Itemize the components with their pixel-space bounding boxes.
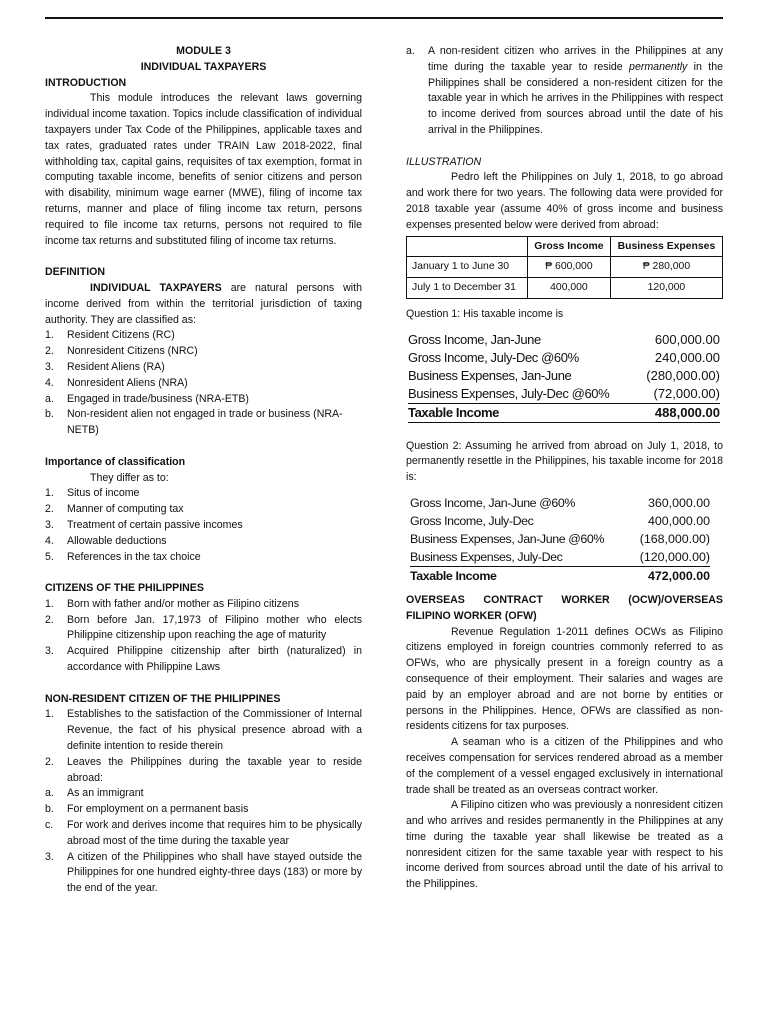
list-item: 4. Allowable deductions xyxy=(45,534,167,547)
calc-row: Business Expenses, Jan-June @60% (168,000.00) xyxy=(410,531,710,546)
calc-row: Gross Income, Jan-June @60% 360,000.00 xyxy=(410,495,710,510)
question1-text: Question 1: His taxable income is xyxy=(406,307,564,320)
right-column xyxy=(406,44,723,893)
table-row: January 1 to June 30 ₱ 600,000 ₱ 280,000 xyxy=(407,257,723,278)
illustration-body: Pedro left the Philippines on July 1, 2018, to go abroad and work there for two years. The following data were provided for 2018 taxable year (assume 40% of gross income and business expenses presented below were derived from abroad: xyxy=(406,171,723,231)
module-title: MODULE 3 xyxy=(176,45,231,57)
question1-computation xyxy=(408,331,720,423)
list-item: 1. Establishes to the satisfaction of the Commissioner of Internal Revenue, the fact of his physical presence abroad with a definite intention to reside therein xyxy=(45,708,362,753)
introduction-body: This module introduces the relevant laws governing individual income taxation. Topics include classification of individual taxpayers under Tax Code of the Philippines, applicable taxes and tax rates, graduated rates under TRAIN Law 2018-2022, final withholding tax, capital gains, requisites of tax exemption, format in computing taxable income, benefits of senior citizens and person with disability, minimum wage earner (MWE), filing of income tax returns, manner and place of filing income tax return, persons required to file income tax returns, persons not required to file income tax returns and substituted filing of income tax returns. xyxy=(45,92,362,247)
list-item: 3. Resident Aliens (RA) xyxy=(45,360,165,373)
list-item: 1. Born with father and/or mother as Filipino citizens xyxy=(45,597,299,610)
list-item: b. Non-resident alien not engaged in trade or business (NRA-NETB) xyxy=(45,408,343,437)
table-header-row: Gross Income Business Expenses xyxy=(407,236,723,257)
list-item: 2. Born before Jan. 17,1973 of Filipino mother who elects Philippine citizenship upon reaching the age of maturity xyxy=(45,613,362,642)
list-item: 3. A citizen of the Philippines who shall have stayed outside the Philippines for one hundred eighty-three days (183) or more by the end of the year. xyxy=(45,850,362,895)
list-item: c. For work and derives income that requires him to be physically abroad most of the time during the taxable year xyxy=(45,819,362,847)
calc-row: Gross Income, July-Dec 400,000.00 xyxy=(410,513,710,528)
citizens-heading: CITIZENS OF THE PHILIPPINES xyxy=(45,582,204,595)
ocw-paragraph-1: Revenue Regulation 1-2011 defines OCWs as Filipino citizens employed in foreign countries commonly referred to as OFWs, who are physically present in a foreign country as a consequence of their employment. Their salaries and wages are paid by an employer abroad and are not borne by entities or persons in the Philippines. Hence, OFWs are classified as non-residents citizens for tax purposes. xyxy=(406,625,723,733)
list-item: 5. References in the tax choice xyxy=(45,550,201,563)
definition-heading: DEFINITION xyxy=(45,266,106,279)
list-item: a. As an immigrant xyxy=(45,787,144,800)
module-subtitle: INDIVIDUAL TAXPAYERS xyxy=(140,60,267,73)
citizens-list xyxy=(45,597,362,676)
returning-nrc-list xyxy=(406,44,723,139)
ocw-heading: OVERSEAS CONTRACT WORKER (OCW)/OVERSEAS FILIPINO WORKER (OFW) xyxy=(406,593,723,622)
ocw-paragraph-2: A seaman who is a citizen of the Philippines and who receives compensation for services rendered abroad as a member of the complement of a vessel engaged exclusively in international trade shall be treated as an overseas contract worker. xyxy=(406,736,723,796)
definition-body xyxy=(45,281,362,328)
ocw-paragraph-3: A Filipino citizen who was previously a nonresident citizen and who arrives and resides permanently in the Philippines at any time during the taxable year shall likewise be treated as a nonresident citizen for the same taxable year with respect to his income derived from sources abroad until the date of his arrival to the Philippines. xyxy=(406,799,723,891)
top-rule xyxy=(45,17,723,19)
income-table xyxy=(406,236,723,299)
list-item: a. Engaged in trade/business (NRA-ETB) xyxy=(45,392,249,405)
classification-list xyxy=(45,328,362,439)
calc-total-row: Taxable Income 488,000.00 xyxy=(408,404,720,423)
calc-row: Gross Income, Jan-June 600,000.00 xyxy=(408,331,720,347)
list-item: 1. Situs of income xyxy=(45,487,140,500)
nrc-heading: NON-RESIDENT CITIZEN OF THE PHILIPPINES xyxy=(45,692,281,705)
nrc-list xyxy=(45,707,362,897)
importance-intro: They differ as to: xyxy=(90,471,169,484)
calc-row: Business Expenses, July-Dec @60% (72,000.00) xyxy=(408,385,720,404)
table-row: July 1 to December 31 400,000 120,000 xyxy=(407,278,723,299)
importance-list xyxy=(45,486,362,565)
list-item: a. A non-resident citizen who arrives in the Philippines at any time during the taxable year to reside permanently in the Philippines shall be considered a non-resident citizen for the taxable year in which he arrives in the Philippines with respect to income derived from sources abroad until the date of his arrival in the Philippines. xyxy=(406,45,724,136)
list-item: 3. Treatment of certain passive incomes xyxy=(45,518,243,531)
list-item: 4. Nonresident Aliens (NRA) xyxy=(45,376,188,389)
illustration-heading: ILLUSTRATION xyxy=(406,155,482,168)
importance-heading: Importance of classification xyxy=(45,455,186,468)
question2-computation xyxy=(410,494,710,585)
list-item: 3. Acquired Philippine citizenship after birth (naturalized) in accordance with Philippine Laws xyxy=(45,645,362,674)
left-column xyxy=(45,44,362,897)
calc-total-row: Taxable Income 472,000.00 xyxy=(410,568,710,583)
definition-text: are natural persons with income derived from within the territorial jurisdiction of taxing authority. They are classified as: xyxy=(45,281,363,326)
list-item: 1. Resident Citizens (RC) xyxy=(45,329,175,342)
introduction-heading: INTRODUCTION xyxy=(45,76,127,89)
list-item: 2. Manner of computing tax xyxy=(45,503,184,516)
list-item: 2. Leaves the Philippines during the taxable year to reside abroad: xyxy=(45,755,362,784)
list-item: b. For employment on a permanent basis xyxy=(45,803,249,816)
list-item: 2. Nonresident Citizens (NRC) xyxy=(45,345,198,358)
definition-term: INDIVIDUAL TAXPAYERS xyxy=(90,281,222,294)
question2-text: Question 2: Assuming he arrived from abroad on July 1, 2018, to permanently resettle in the Philippines, his taxable income for 2018 is: xyxy=(406,439,723,484)
calc-row: Business Expenses, July-Dec (120,000.00) xyxy=(410,548,710,567)
calc-row: Business Expenses, Jan-June (280,000.00) xyxy=(408,367,720,383)
calc-row: Gross Income, July-Dec @60% 240,000.00 xyxy=(408,349,720,365)
